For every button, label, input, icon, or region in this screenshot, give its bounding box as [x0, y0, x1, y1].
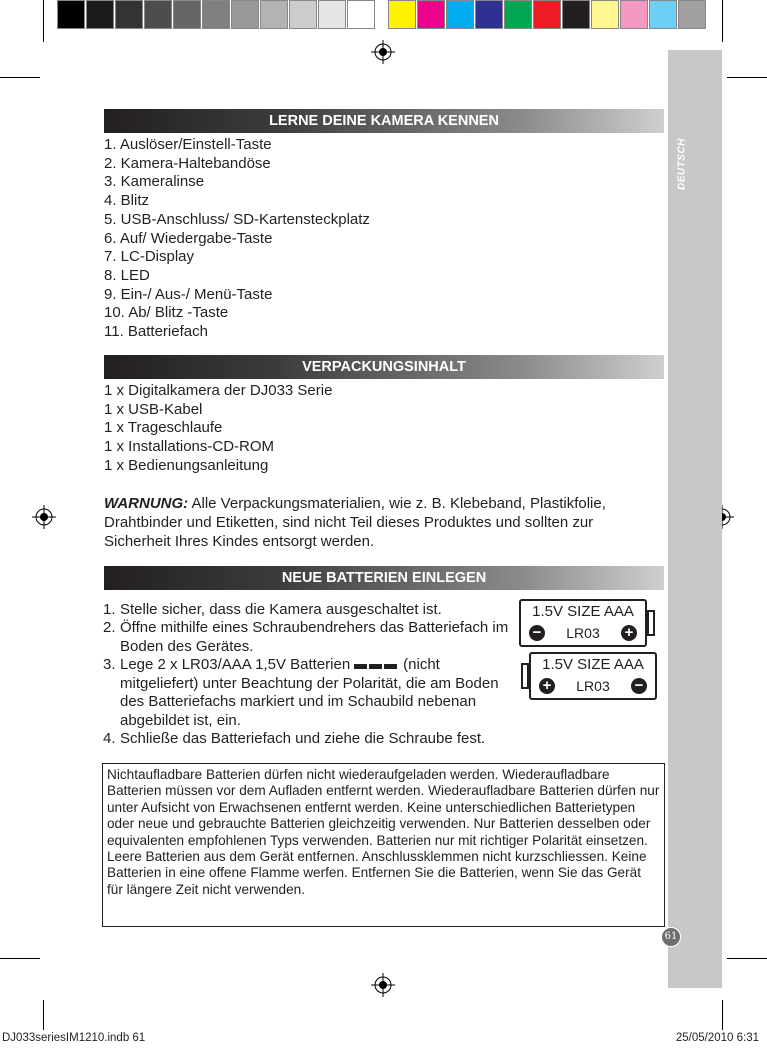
crop-mark — [727, 958, 767, 959]
gray-swatch — [260, 0, 288, 29]
registration-mark-icon — [371, 973, 395, 997]
battery-diagram-1 — [519, 599, 647, 647]
list-item: 1 x USB-Kabel — [104, 400, 203, 418]
crop-mark — [727, 77, 767, 78]
warning-label: WARNUNG: — [104, 495, 189, 512]
list-item: 4. Blitz — [104, 192, 150, 210]
plus-pole-icon: + — [539, 678, 555, 694]
step-text: Stelle sicher, dass die Kamera ausgeschaltet ist. — [120, 601, 442, 618]
gray-swatch — [289, 0, 317, 29]
crop-mark — [722, 0, 723, 42]
gray-swatch — [57, 0, 85, 29]
step-text: Öffne mithilfe eines Schraubendrehers das Batteriefach im Boden des Gerätes. — [120, 619, 509, 655]
list-item: 1 x Bedienungsanleitung — [104, 456, 269, 474]
section-header-know-camera: LERNE DEINE KAMERA KENNEN — [104, 109, 664, 133]
step-text: (nicht mitgeliefert) unter Beachtung der Polarität, die am Boden des Batteriefachs markiert und im Schaubild nebenan abgebildet ist, ein. — [120, 656, 499, 729]
gray-swatch — [86, 0, 114, 29]
crop-mark — [43, 1000, 44, 1030]
step-item — [103, 656, 513, 730]
step-item — [103, 619, 513, 656]
step-text: Lege 2 x LR03/AAA 1,5V Batterien — [120, 656, 351, 674]
step-number: 4. — [103, 730, 116, 748]
color-swatch — [446, 0, 474, 29]
package-contents-list — [104, 382, 332, 476]
crop-mark — [0, 77, 40, 78]
list-item: 6. Auf/ Wiedergabe-Taste — [104, 229, 273, 247]
color-swatch — [649, 0, 677, 29]
step-number: 2. — [103, 619, 116, 637]
list-item: 7. LC-Display — [104, 248, 195, 266]
list-item: 1. Auslöser/Einstell-Taste — [104, 136, 272, 153]
gray-swatch — [115, 0, 143, 29]
gray-swatch — [318, 0, 346, 29]
battery-type-label: LR03 — [576, 678, 610, 694]
list-item: 11. Batteriefach — [104, 323, 208, 341]
warning-paragraph — [104, 494, 664, 551]
step-text: Schließe das Batteriefach und ziehe die Schraube fest. — [120, 730, 486, 748]
color-swatch — [533, 0, 561, 29]
color-swatch — [678, 0, 706, 29]
battery-size-label: 1.5V SIZE AAA — [542, 656, 644, 673]
color-bar — [388, 0, 707, 31]
warning-text: Alle Verpackungsmaterialien, wie z. B. Klebeband, Plastikfolie, Drahtbinder und Etiketten, sind nicht Teil dieses Produktes und sollten zur Sicherheit Ihres Kindes entsorgt werden. — [104, 495, 606, 550]
battery-type-label: LR03 — [566, 625, 600, 641]
battery-steps-list — [103, 601, 513, 748]
list-item: 1 x Digitalkamera der DJ033 Serie — [104, 382, 333, 399]
crop-mark — [43, 0, 44, 42]
registration-mark-icon — [371, 40, 395, 64]
step-item — [103, 730, 513, 748]
section-header-package: VERPACKUNGSINHALT — [104, 355, 664, 379]
step-item — [103, 601, 513, 619]
color-swatch — [475, 0, 503, 29]
plus-pole-icon: + — [621, 625, 637, 641]
grayscale-bar — [57, 0, 376, 31]
footer-date: 25/05/2010 6:31 — [675, 1032, 759, 1044]
list-item: 2. Kamera-Haltebandöse — [104, 154, 271, 172]
crop-mark — [0, 958, 40, 959]
footer-file-info: DJ033seriesIM1210.indb 61 — [2, 1032, 146, 1044]
minus-pole-icon: − — [631, 678, 647, 694]
step-number: 1. — [103, 601, 116, 618]
battery-symbol-icon — [354, 656, 399, 674]
color-swatch — [591, 0, 619, 29]
battery-safety-note: Nichtaufladbare Batterien dürfen nicht wiederaufgeladen werden. Wiederaufladbare Batterien müssen vor dem Aufladen entfernt werden. Wiederaufladbare Batterien dürfen nur unter Aufsicht von Erwachsenen entfernt werden. Keine unterschiedlichen Batterietypen oder neue und gebrauchte Batterien gleichzeitig verwenden. Nur Batterien desselben oder equivalenten empfohlenen Typs verwenden. Batterien nur mit richtiger Polarität einsetzen. Leere Batterien aus dem Gerät entfernen. Anschlussklemmen nicht kurzschliessen. Keine Batterien in eine offene Flamme werfen. Entfernen Sie die Batterien, wenn Sie das Gerät für längere Zeit nicht verwenden. — [102, 763, 665, 927]
list-item: 1 x Installations-CD-ROM — [104, 438, 275, 456]
language-label: DEUTSCH — [676, 138, 688, 190]
camera-parts-list — [104, 136, 370, 342]
gray-swatch — [347, 0, 375, 29]
color-swatch — [388, 0, 416, 29]
list-item: 9. Ein-/ Aus-/ Menü-Taste — [104, 285, 273, 303]
gray-swatch — [144, 0, 172, 29]
list-item: 5. USB-Anschluss/ SD-Kartensteckplatz — [104, 210, 370, 228]
minus-pole-icon: − — [529, 625, 545, 641]
list-item: 8. LED — [104, 266, 150, 284]
list-item: 10. Ab/ Blitz -Taste — [104, 304, 229, 322]
page-number: 61 — [661, 927, 681, 947]
list-item: 3. Kameralinse — [104, 173, 205, 191]
battery-terminal — [647, 610, 655, 636]
gray-swatch — [231, 0, 259, 29]
battery-terminal — [521, 663, 529, 689]
color-swatch — [620, 0, 648, 29]
registration-mark-icon — [32, 505, 56, 529]
color-swatch — [417, 0, 445, 29]
battery-diagram-2 — [529, 652, 657, 700]
step-number: 3. — [103, 656, 116, 674]
list-item: 1 x Trageschlaufe — [104, 419, 223, 437]
color-swatch — [562, 0, 590, 29]
battery-size-label: 1.5V SIZE AAA — [532, 603, 634, 620]
crop-mark — [722, 1000, 723, 1030]
gray-swatch — [202, 0, 230, 29]
section-header-batteries: NEUE BATTERIEN EINLEGEN — [104, 566, 664, 590]
gray-swatch — [173, 0, 201, 29]
language-side-tab — [668, 50, 722, 988]
color-swatch — [504, 0, 532, 29]
